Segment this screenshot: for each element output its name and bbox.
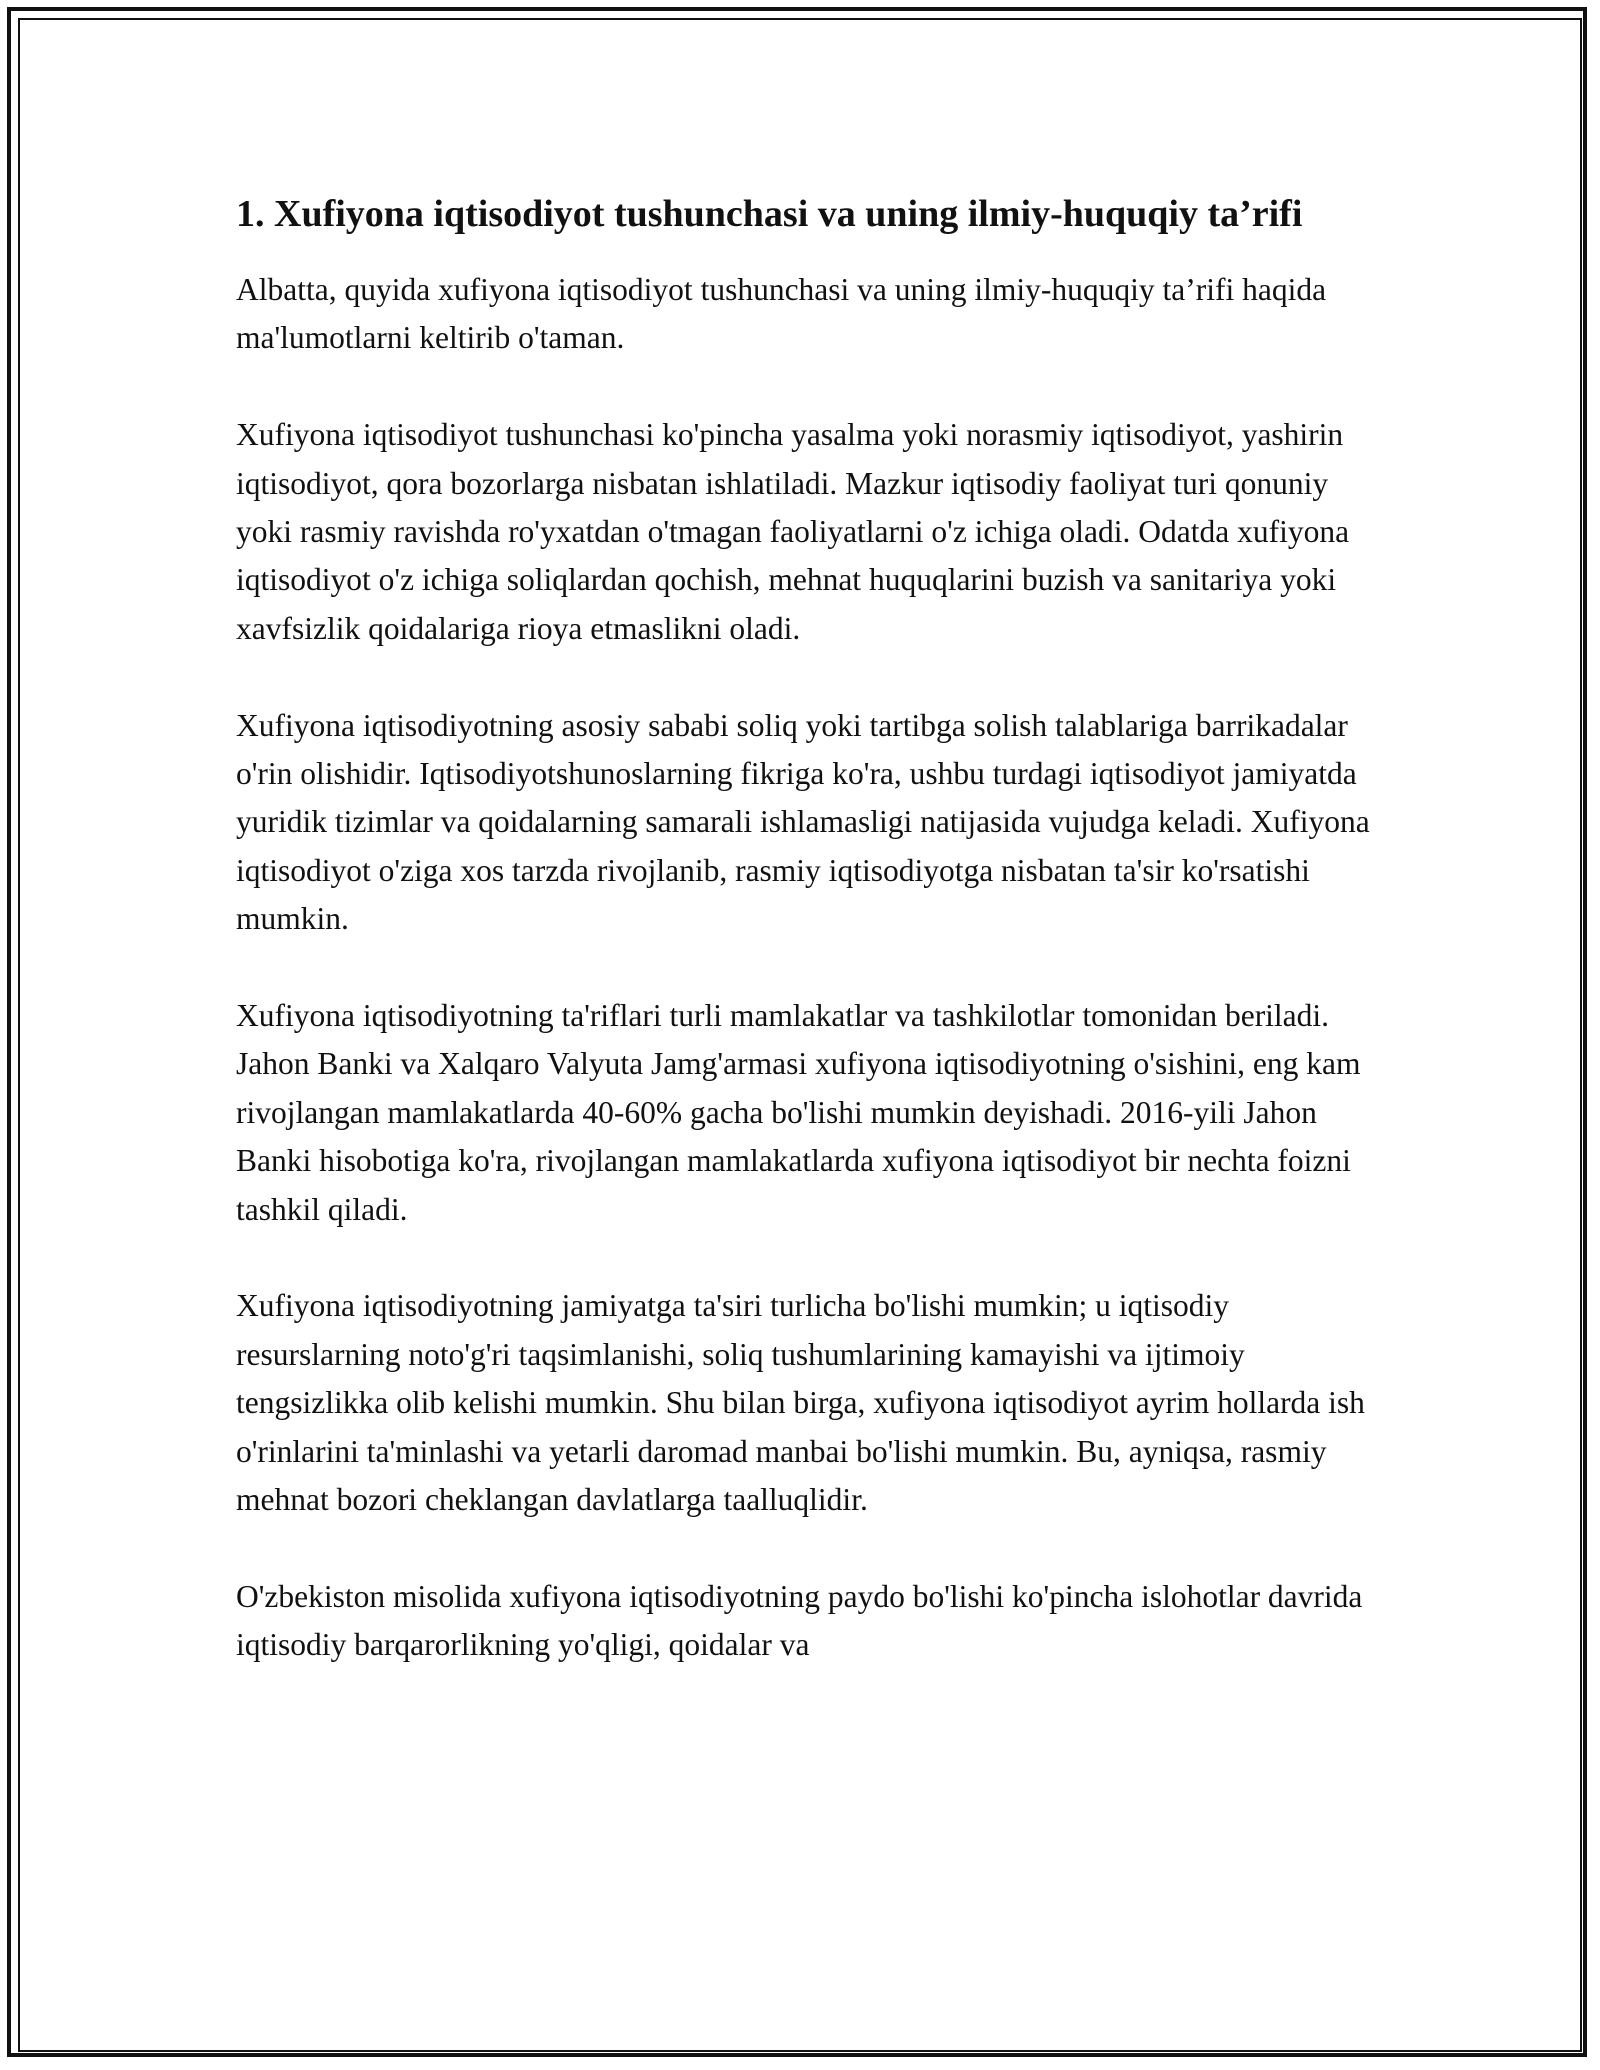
document-body <box>236 186 1376 1718</box>
paragraph-definition: Xufiyona iqtisodiyot tushunchasi ko'pincha yasalma yoki norasmiy iqtisodiyot, yashirin iqtisodiyot, qora bozorlarga nisbatan ishlatiladi. Mazkur iqtisodiy faoliyat turi qonuniy yoki rasmiy ravishda ro'yxatdan o'tmagan faoliyatlarni o'z ichiga oladi. Odatda xufiyona iqtisodiyot o'z ichiga soliqlardan qochish, mehnat huquqlarini buzish va sanitariya yoki xavfsizlik qoidalariga rioya etmaslikni oladi. <box>236 417 1350 646</box>
paragraph-intro: Albatta, quyida xufiyona iqtisodiyot tushunchasi va uning ilmiy-huquqiy ta’rifi haqida ma'lumotlarni keltirib o'taman. <box>236 272 1327 356</box>
paragraph-impact: Xufiyona iqtisodiyotning jamiyatga ta'siri turlicha bo'lishi mumkin; u iqtisodiy resurslarning noto'g'ri taqsimlanishi, soliq tushumlarining kamayishi va ijtimoiy tengsizlikka olib kelishi mumkin. Shu bilan birga, xufiyona iqtisodiyot ayrim hollarda ish o'rinlarini ta'minlashi va yetarli daromad manbai bo'lishi mumkin. Bu, ayniqsa, rasmiy mehnat bozori cheklangan davlatlarga taalluqlidir. <box>236 1288 1365 1518</box>
section-heading: 1. Xufiyona iqtisodiyot tushunchasi va uning ilmiy-huquqiy ta’rifi <box>236 193 1303 235</box>
paragraph-uzbekistan: O'zbekiston misolida xufiyona iqtisodiyotning paydo bo'lishi ko'pincha islohotlar davrida iqtisodiy barqarorlikning yo'qligi, qoidalar va <box>236 1578 1363 1663</box>
paragraph-causes: Xufiyona iqtisodiyotning asosiy sababi soliq yoki tartibga solish talablariga barrikadalar o'rin olishidir. Iqtisodiyotshunoslarning fikriga ko'ra, ushbu turdagi iqtisodiyot jamiyatda yuridik tizimlar va qoidalarning samarali ishlamasligi natijasida vujudga keladi. Xufiyona iqtisodiyot o'ziga xos tarzda rivojlanib, rasmiy iqtisodiyotga nisbatan ta'sir ko'rsatishi mumkin. <box>236 707 1370 937</box>
paragraph-definitions-world: Xufiyona iqtisodiyotning ta'riflari turli mamlakatlar va tashkilotlar tomonidan beriladi. Jahon Banki va Xalqaro Valyuta Jamg'armasi xufiyona iqtisodiyotning o'sishini, eng kam rivojlangan mamlakatlarda 40-60% gacha bo'lishi mumkin deyishadi. 2016-yili Jahon Banki hisobotiga ko'ra, rivojlangan mamlakatlarda xufiyona iqtisodiyot bir nechta foizni tashkil qiladi. <box>236 998 1361 1227</box>
